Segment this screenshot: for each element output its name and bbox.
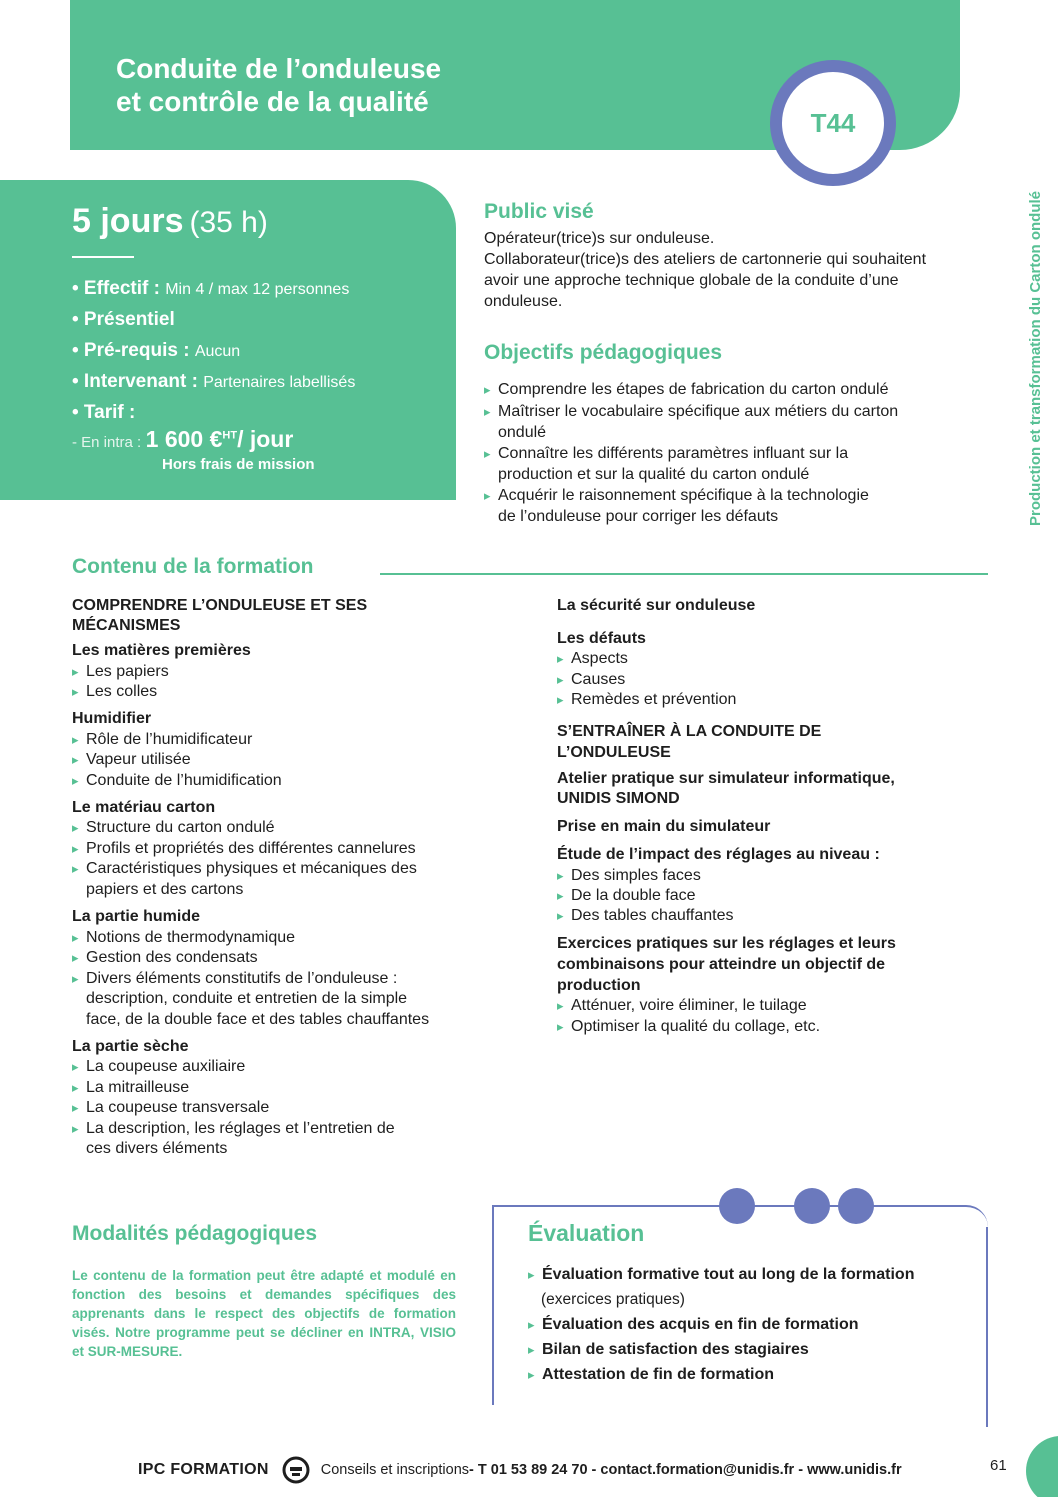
list-item: ▸ Les papiers [72,662,169,683]
objectif-item-cont: ondulé [498,424,547,441]
info-effectif [72,278,349,300]
list-item: ▸ De la double face [557,886,696,907]
list-item: ▸ Structure du carton ondulé [72,818,275,839]
list-item: ▸ Divers éléments constitutifs de l’onduleuse : [72,969,397,990]
list-item: ▸ Aspects [557,649,628,670]
public-line: avoir une approche technique globale de la conduite d’une [484,272,899,289]
subheading-defauts: Les défauts [557,630,646,647]
effectif-value: Min 4 / max 12 personnes [165,281,350,298]
title-line-1: Conduite de l’onduleuse [116,53,442,84]
modalites-text: Le contenu de la formation peut être adapté et modulé en fonction des besoins et demandes spécifiques des apprenants dans le respect des objectifs de formation visés. Notre programme peut se décliner en INTRA, VISIO et SUR-MESURE. [72,1268,456,1359]
info-tarif: • Tarif : [72,402,136,423]
evaluation-item: ▸ Bilan de satisfaction des stagiaires [528,1340,809,1360]
subheading-humide: La partie humide [72,908,201,925]
part2-heading: S’ENTRAÎNER À LA CONDUITE DE [557,723,822,740]
list-item: ▸ Conduite de l’humidification [72,771,282,792]
intervenant-label: • Intervenant : [72,371,198,392]
side-category-text: Production et transformation du Carton ondulé [1026,190,1044,526]
subheading-exercices: Exercices pratiques sur les réglages et leurs [557,935,896,952]
page-title [116,52,716,118]
effectif-label: • Effectif : [72,278,160,299]
public-line: Collaborateur(trice)s des ateliers de cartonnerie qui souhaitent [484,251,927,268]
list-item-cont: papiers et des cartons [86,881,244,898]
list-item: ▸ Caractéristiques physiques et mécaniques des [72,859,417,880]
list-item: ▸ Atténuer, voire éliminer, le tuilage [557,996,807,1017]
list-item-cont: ces divers éléments [86,1140,228,1157]
info-prerequis [72,340,240,362]
fees-note: Hors frais de mission [162,456,315,473]
list-item: ▸ Causes [557,670,625,691]
duration-days: 5 jours [72,202,184,240]
subheading-prise: Prise en main du simulateur [557,818,771,835]
intra-price [72,426,293,453]
footer-contact[interactable]: - T 01 53 89 24 70 - contact.formation@unidis.fr - www.unidis.fr [469,1462,902,1478]
subheading-atelier: UNIDIS SIMOND [557,790,680,807]
public-line: onduleuse. [484,293,563,310]
evaluation-item: ▸ Attestation de fin de formation [528,1365,774,1385]
duration [72,202,268,241]
subheading-seche: La partie sèche [72,1038,189,1055]
list-item: ▸ Notions de thermodynamique [72,928,295,949]
subheading-matieres: Les matières premières [72,642,251,659]
part1-heading: COMPRENDRE L’ONDULEUSE ET SES [72,597,368,614]
list-item: ▸ Des simples faces [557,866,701,887]
part1-heading: MÉCANISMES [72,617,181,634]
list-item: ▸ Rôle de l’humidificateur [72,730,252,751]
subheading-materiau: Le matériau carton [72,799,216,816]
contenu-title: Contenu de la formation [72,555,314,578]
public-title: Public visé [484,200,594,223]
list-item-cont: face, de la double face et des tables chauffantes [86,1011,430,1028]
objectif-item-cont: production et sur la qualité du carton ondulé [498,466,810,483]
subheading-humidifier: Humidifier [72,710,152,727]
side-category [1020,148,1050,568]
phone-logo-icon [281,1455,311,1485]
info-box [0,180,456,500]
list-item: ▸ La coupeuse transversale [72,1098,269,1119]
footer-brand: IPC FORMATION [138,1461,269,1478]
footer-label: Conseils et inscriptions [320,1462,470,1478]
duration-underline [72,256,134,258]
subheading-exercices: combinaisons pour atteindre un objectif de [557,956,886,973]
price-amount: 1 600 € [145,426,223,452]
price-sup: HT [222,429,238,442]
price-value [146,426,294,452]
list-item: ▸ Gestion des condensats [72,948,258,969]
part2-heading: L’ONDULEUSE [557,744,671,761]
course-code: T44 [810,107,856,138]
subheading-atelier: Atelier pratique sur simulateur informatique, [557,770,895,787]
evaluation-title: Évaluation [528,1220,645,1246]
objectif-item: ▸ Comprendre les étapes de fabrication du carton ondulé [484,380,888,401]
modalites-title: Modalités pédagogiques [72,1222,318,1245]
list-item: ▸ Les colles [72,682,157,703]
footer [138,1455,902,1485]
subheading-exercices: production [557,977,641,994]
evaluation-item-cont: (exercices pratiques) [541,1291,685,1308]
list-item: ▸ La coupeuse auxiliaire [72,1057,245,1078]
prerequis-value: Aucun [194,343,241,360]
course-code-badge [770,60,896,186]
list-item: ▸ Remèdes et prévention [557,690,736,711]
intervenant-value: Partenaires labellisés [203,374,356,391]
subheading-etude: Étude de l’impact des réglages au niveau : [557,846,880,863]
intra-label: - En intra : [72,434,142,451]
prerequis-label: • Pré-requis : [72,340,190,361]
page-number: 61 [990,1457,1007,1474]
corner-decoration [1026,1436,1058,1497]
public-line: Opérateur(trice)s sur onduleuse. [484,230,715,247]
info-intervenant [72,371,355,393]
list-item: ▸ La description, les réglages et l’entretien de [72,1119,395,1140]
evaluation-item: ▸ Évaluation des acquis en fin de formation [528,1315,859,1335]
duration-hours: (35 h) [189,206,268,239]
objectif-item: ▸ Acquérir le raisonnement spécifique à la technologie [484,486,869,507]
objectif-item: ▸ Maîtriser le vocabulaire spécifique aux métiers du carton [484,402,898,423]
evaluation-item: ▸ Évaluation formative tout au long de la formation [528,1265,914,1285]
objectif-item-cont: de l’onduleuse pour corriger les défauts [498,508,779,525]
list-item: ▸ La mitrailleuse [72,1078,189,1099]
list-item: ▸ Optimiser la qualité du collage, etc. [557,1017,820,1038]
list-item: ▸ Vapeur utilisée [72,750,191,771]
objectif-item: ▸ Connaître les différents paramètres influant sur la [484,444,848,465]
price-unit: / jour [237,426,294,452]
list-item: ▸ Profils et propriétés des différentes cannelures [72,839,416,860]
list-item-cont: description, conduite et entretien de la simple [86,990,408,1007]
objectifs-title: Objectifs pédagogiques [484,341,723,364]
title-line-2: et contrôle de la qualité [116,86,429,117]
contenu-divider [380,573,988,575]
subheading-securite: La sécurité sur onduleuse [557,597,756,614]
list-item: ▸ Des tables chauffantes [557,906,733,927]
info-presentiel: • Présentiel [72,309,175,330]
